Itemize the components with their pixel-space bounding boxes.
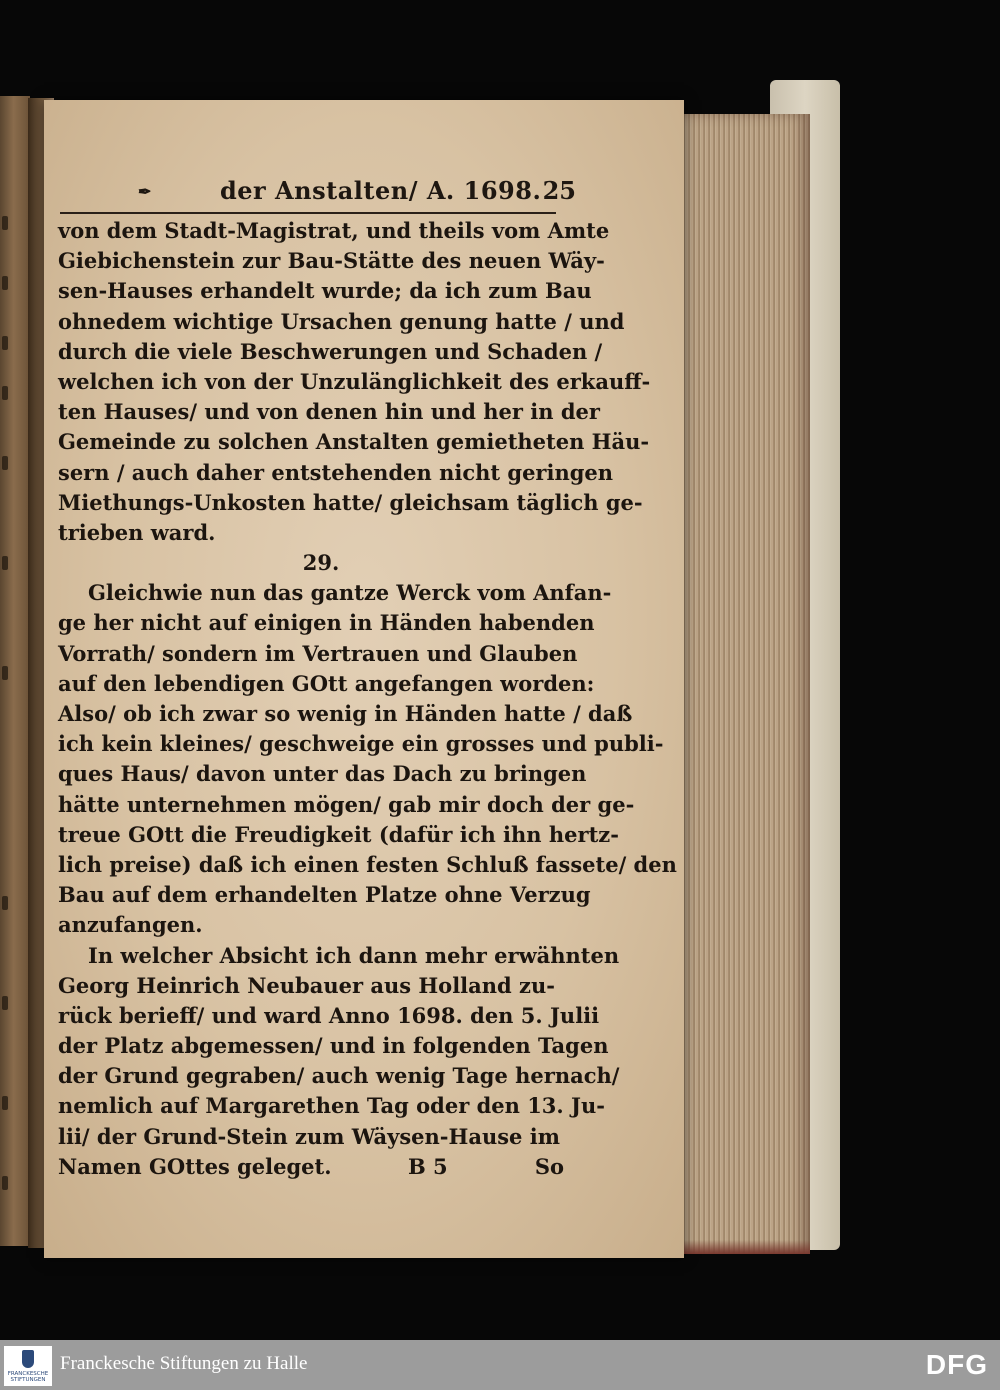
text-line: Gleichwie nun das gantze Werck vom Anfan- <box>88 580 612 606</box>
page-block-edges <box>676 114 810 1254</box>
text-line: Georg Heinrich Neubauer aus Holland zu- <box>58 972 555 998</box>
institution-name: Franckesche Stiftungen zu Halle <box>60 1353 308 1374</box>
text-line: sen-Hauses erhandelt wurde; da ich zum Bau <box>58 278 592 304</box>
logo-text-line-1: FRANCKESCHE <box>7 1371 49 1377</box>
text-line: lii/ der Grund-Stein zum Wäysen-Hause im <box>58 1123 560 1149</box>
text-line: von dem Stadt-Magistrat, und theils vom Amte <box>58 218 610 243</box>
text-line: Miethungs-Unkosten hatte/ gleichsam täglich ge- <box>58 489 643 515</box>
text-line: ich kein kleines/ geschweige ein grosses und publi- <box>58 731 664 757</box>
text-line: auf den lebendigen GOtt angefangen worden: <box>58 670 595 696</box>
text-line: lich preise) daß ich einen festen Schluß fassete/ den <box>58 851 677 877</box>
running-head: der Anstalten/ A. 1698. <box>220 176 542 205</box>
text-line: ten Hauses/ und von denen hin und her in der <box>58 399 600 425</box>
previous-page-edge <box>0 96 30 1246</box>
section-number: 29. <box>302 550 340 576</box>
viewer-footer-bar <box>0 1340 1000 1390</box>
text-line: Giebichenstein zur Bau-Stätte des neuen Wäy- <box>58 248 605 274</box>
text-line: ques Haus/ davon unter das Dach zu bringen <box>58 761 587 787</box>
text-line: sern / auch daher entstehenden nicht geringen <box>58 459 614 485</box>
text-line: Namen GOttes geleget. <box>58 1153 332 1179</box>
ink-blot-ornament: ✒ <box>138 182 152 201</box>
signature-mark: B 5 <box>408 1153 448 1179</box>
logo-text-line-2: STIFTUNGEN <box>10 1377 46 1383</box>
text-line: hätte unternehmen mögen/ gab mir doch der ge- <box>58 791 635 817</box>
crest-icon <box>22 1350 34 1368</box>
text-line: nemlich auf Margarethen Tag oder den 13. Ju- <box>58 1093 605 1119</box>
text-line: der Platz abgemessen/ und in folgenden Tagen <box>58 1033 609 1059</box>
page-body <box>58 216 677 1182</box>
text-line: Vorrath/ sondern im Vertrauen und Glauben <box>58 640 578 666</box>
page-number: 25 <box>542 176 576 205</box>
dfg-logo[interactable]: DFG <box>925 1349 988 1380</box>
francke-foundation-logo[interactable] <box>4 1346 52 1386</box>
text-line: Also/ ob ich zwar so wenig in Händen hatte / daß <box>58 701 633 726</box>
catchword: So <box>534 1153 564 1179</box>
text-line: anzufangen. <box>58 912 203 938</box>
header-rule <box>60 212 556 214</box>
previous-page-bleed-marks <box>2 196 22 1196</box>
text-line: durch die viele Beschwerungen und Schaden / <box>58 338 603 364</box>
page-header <box>94 176 594 210</box>
text-line: welchen ich von der Unzulänglichkeit des erkauff- <box>58 368 651 394</box>
text-line: ohnedem wichtige Ursachen genung hatte / und <box>58 308 625 334</box>
text-line: ge her nicht auf einigen in Händen habenden <box>58 610 595 636</box>
text-line: treue GOtt die Freudigkeit (dafür ich ihn hertz- <box>58 821 619 847</box>
book-page <box>44 100 684 1258</box>
text-line: Gemeinde zu solchen Anstalten gemietheten Häu- <box>58 429 650 455</box>
text-line: In welcher Absicht ich dann mehr erwähnten <box>88 942 620 968</box>
logo-text <box>4 1371 52 1383</box>
text-line: trieben ward. <box>58 519 216 545</box>
text-line: rück berieff/ und ward Anno 1698. den 5. Julii <box>58 1002 600 1028</box>
text-line: der Grund gegraben/ auch wenig Tage hernach/ <box>58 1063 620 1089</box>
text-line: Bau auf dem erhandelten Platze ohne Verzug <box>58 882 591 908</box>
final-line <box>58 1152 564 1182</box>
